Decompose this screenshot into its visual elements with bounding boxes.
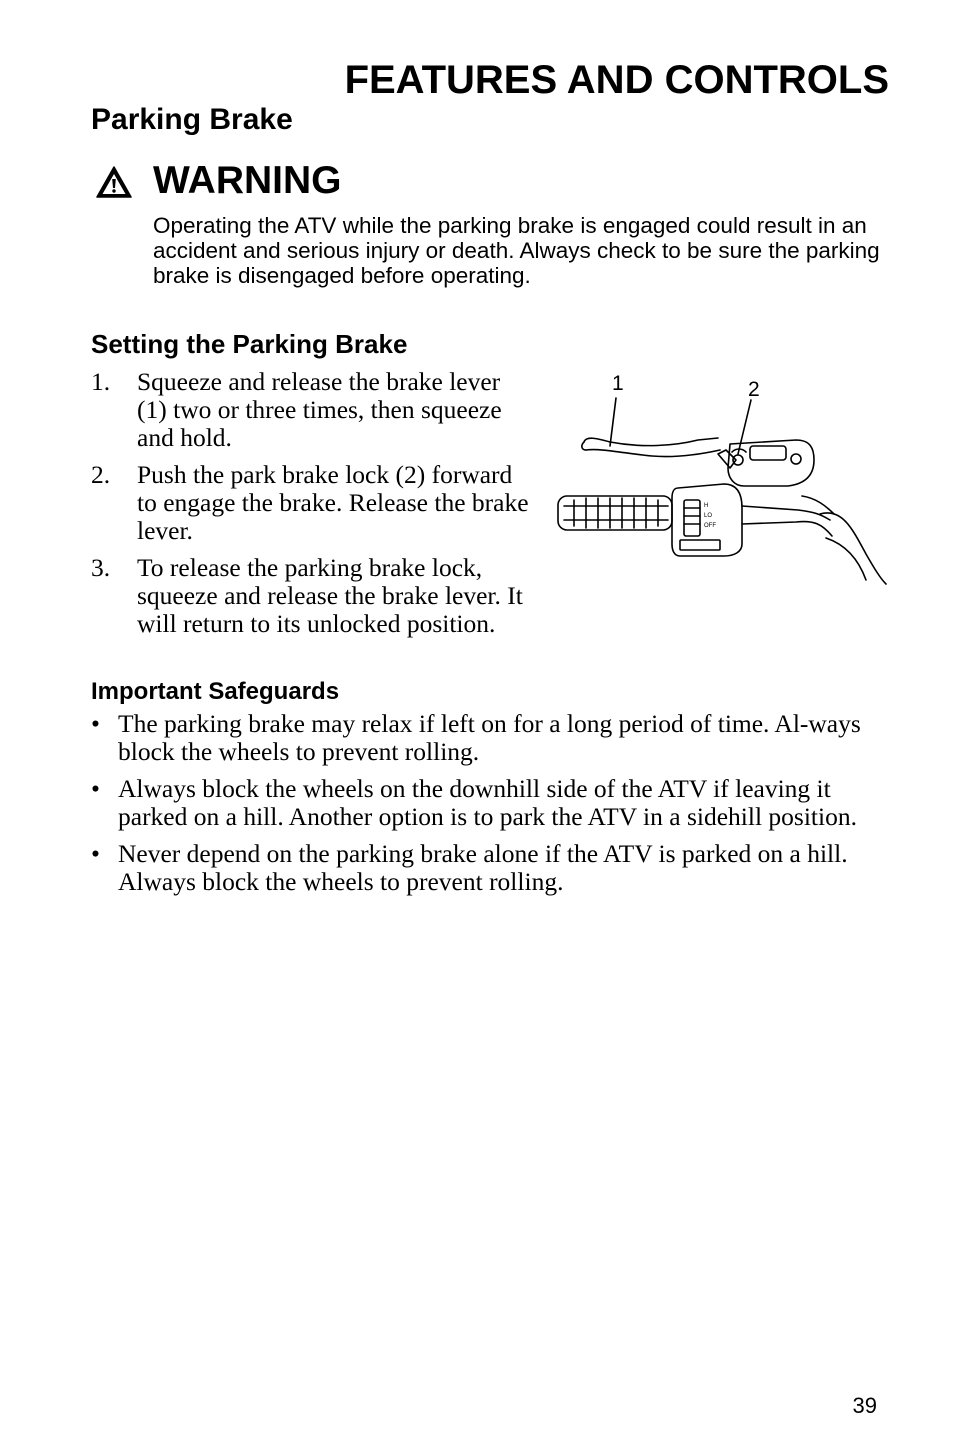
switch-housing bbox=[672, 484, 742, 556]
subsection-title-safeguards: Important Safeguards bbox=[91, 678, 340, 705]
switch-label: H bbox=[704, 503, 709, 509]
step-text: Squeeze and release the brake lever (1) two or three times, then squeeze and hold. bbox=[137, 367, 502, 452]
hand-grip bbox=[558, 496, 672, 530]
subsection-title-setting: Setting the Parking Brake bbox=[91, 329, 408, 359]
master-cylinder bbox=[728, 440, 814, 486]
warning-text: Operating the ATV while the parking brake is engaged could result in an accident and serious injury or death. Always check to be sure the parking brake is disengaged before operating. bbox=[153, 213, 880, 288]
switch-label: LO bbox=[704, 513, 713, 519]
list-item bbox=[91, 775, 891, 831]
handlebar-illustration bbox=[552, 368, 888, 590]
callout-label-1: 1 bbox=[612, 372, 624, 395]
list-item bbox=[91, 840, 891, 896]
callout-label-2: 2 bbox=[748, 378, 760, 401]
step-number: 2. bbox=[91, 460, 111, 489]
callout-leader-1 bbox=[610, 398, 616, 446]
section-title: Parking Brake bbox=[91, 103, 293, 136]
callout-leader-2 bbox=[738, 400, 751, 454]
list-item-text: The parking brake may relax if left on for a long period of time. Al-ways block the wheels to prevent rolling. bbox=[118, 709, 861, 766]
bullet: • bbox=[91, 709, 100, 738]
step-item bbox=[91, 554, 531, 638]
list-item-text: Never depend on the parking brake alone if the ATV is parked on a hill. Always block the wheels to prevent rolling. bbox=[118, 839, 848, 896]
list-item-text: Always block the wheels on the downhill side of the ATV if leaving it parked on a hill. Another option is to park the ATV in a sidehill position. bbox=[118, 774, 857, 831]
safeguards-list bbox=[91, 710, 891, 905]
step-text: Push the park brake lock (2) forward to engage the brake. Release the brake lever. bbox=[137, 460, 529, 545]
bullet: • bbox=[91, 839, 100, 868]
chapter-title: FEATURES AND CONTROLS bbox=[344, 58, 889, 102]
brake-lever bbox=[584, 438, 718, 446]
steps-list bbox=[91, 368, 531, 647]
switch-label: OFF bbox=[704, 523, 716, 529]
list-item bbox=[91, 710, 891, 766]
step-item bbox=[91, 461, 531, 545]
warning-triangle-icon bbox=[96, 166, 132, 198]
page-number: 39 bbox=[852, 1393, 877, 1418]
warning-title: WARNING bbox=[153, 159, 342, 202]
step-item bbox=[91, 368, 531, 452]
bullet: • bbox=[91, 774, 100, 803]
step-number: 1. bbox=[91, 367, 111, 396]
step-number: 3. bbox=[91, 553, 111, 582]
step-text: To release the parking brake lock, squeeze and release the brake lever. It will return to its unlocked position. bbox=[137, 553, 523, 638]
